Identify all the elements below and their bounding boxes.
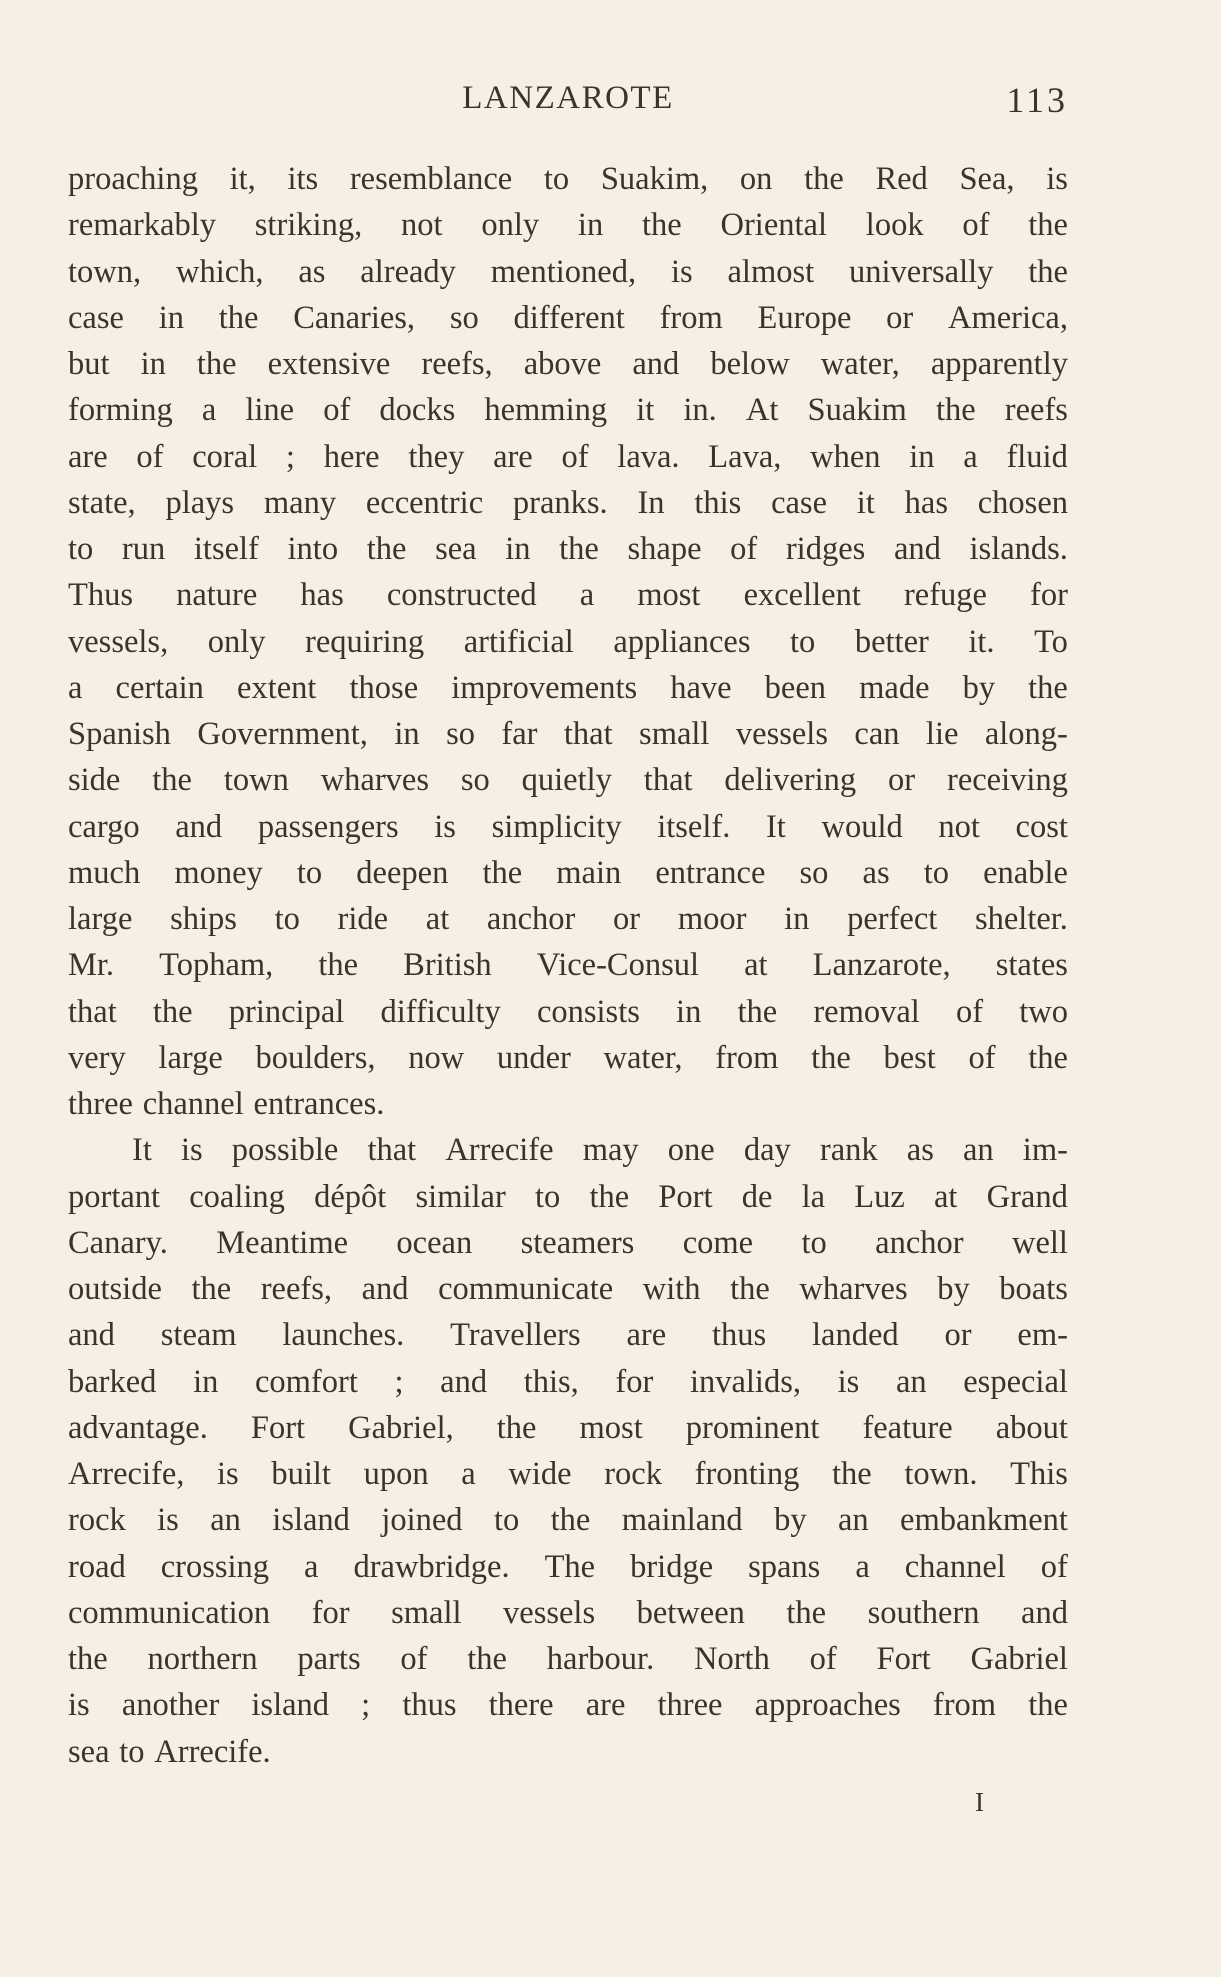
text-line: case in the Canaries, so different from Europe or America, — [68, 299, 1068, 336]
text-line: are of coral ; here they are of lava. Lava, when in a fluid — [68, 438, 1068, 475]
text-line: the northern parts of the harbour. North of Fort Gabriel — [68, 1641, 1068, 1677]
text-line: state, plays many eccentric pranks. In this case it has chosen — [68, 484, 1068, 521]
paragraph — [68, 156, 1068, 1127]
signature-mark: I — [975, 1787, 984, 1817]
page-number: 113 — [1006, 80, 1068, 120]
running-head — [68, 78, 1068, 118]
text-line: outside the reefs, and communicate with the wharves by boats — [68, 1271, 1068, 1307]
text-line: cargo and passengers is simplicity itself. It would not cost — [68, 808, 1068, 845]
running-title: LANZAROTE — [462, 80, 674, 116]
text-line: much money to deepen the main entrance so as to enable — [68, 854, 1068, 891]
text-line: communication for small vessels between the southern and — [68, 1594, 1068, 1631]
text-line: that the principal difficulty consists in the removal of two — [68, 993, 1068, 1030]
paragraph — [68, 1127, 1068, 1775]
text-line: forming a line of docks hemming it in. At Suakim the reefs — [68, 392, 1068, 429]
text-line: side the town wharves so quietly that delivering or receiving — [68, 762, 1068, 799]
text-line: Arrecife, is built upon a wide rock fronting the town. This — [68, 1456, 1068, 1492]
text-line: proaching it, its resemblance to Suakim, on the Red Sea, is — [68, 161, 1068, 197]
text-line: Canary. Meantime ocean steamers come to anchor well — [68, 1224, 1068, 1261]
text-line: rock is an island joined to the mainland by an embankment — [68, 1502, 1068, 1539]
text-line: Mr. Topham, the British Vice-Consul at Lanzarote, states — [68, 947, 1068, 984]
text-line: barked in comfort ; and this, for invalids, is an especial — [68, 1363, 1068, 1400]
text-line: road crossing a drawbridge. The bridge spans a channel of — [68, 1548, 1068, 1585]
text-line: advantage. Fort Gabriel, the most prominent feature about — [68, 1409, 1068, 1446]
text-line: very large boulders, now under water, from the best of the — [68, 1039, 1068, 1076]
text-line: Thus nature has constructed a most excellent refuge for — [68, 577, 1068, 614]
text-line: remarkably striking, not only in the Oriental look of the — [68, 207, 1068, 244]
text-line: portant coaling dépôt similar to the Port de la Luz at Grand — [68, 1178, 1068, 1215]
text-line: Spanish Government, in so far that small vessels can lie along- — [68, 716, 1068, 752]
text-line: but in the extensive reefs, above and below water, apparently — [68, 346, 1068, 382]
text-line: and steam launches. Travellers are thus landed or em- — [68, 1317, 1068, 1354]
text-line: large ships to ride at anchor or moor in perfect shelter. — [68, 901, 1068, 937]
text-line: three channel entrances. — [68, 1086, 385, 1122]
text-line: to run itself into the sea in the shape of ridges and islands. — [68, 531, 1068, 567]
text-line: town, which, as already mentioned, is almost universally the — [68, 253, 1068, 290]
text-line: It is possible that Arrecife may one day rank as an im- — [132, 1132, 1068, 1169]
text-line: sea to Arrecife. — [68, 1733, 271, 1770]
text-line: vessels, only requiring artificial appliances to better it. To — [68, 623, 1068, 660]
body-text — [68, 156, 1068, 1775]
text-line: a certain extent those improvements have been made by the — [68, 669, 1068, 706]
text-line: is another island ; thus there are three approaches from the — [68, 1687, 1068, 1724]
